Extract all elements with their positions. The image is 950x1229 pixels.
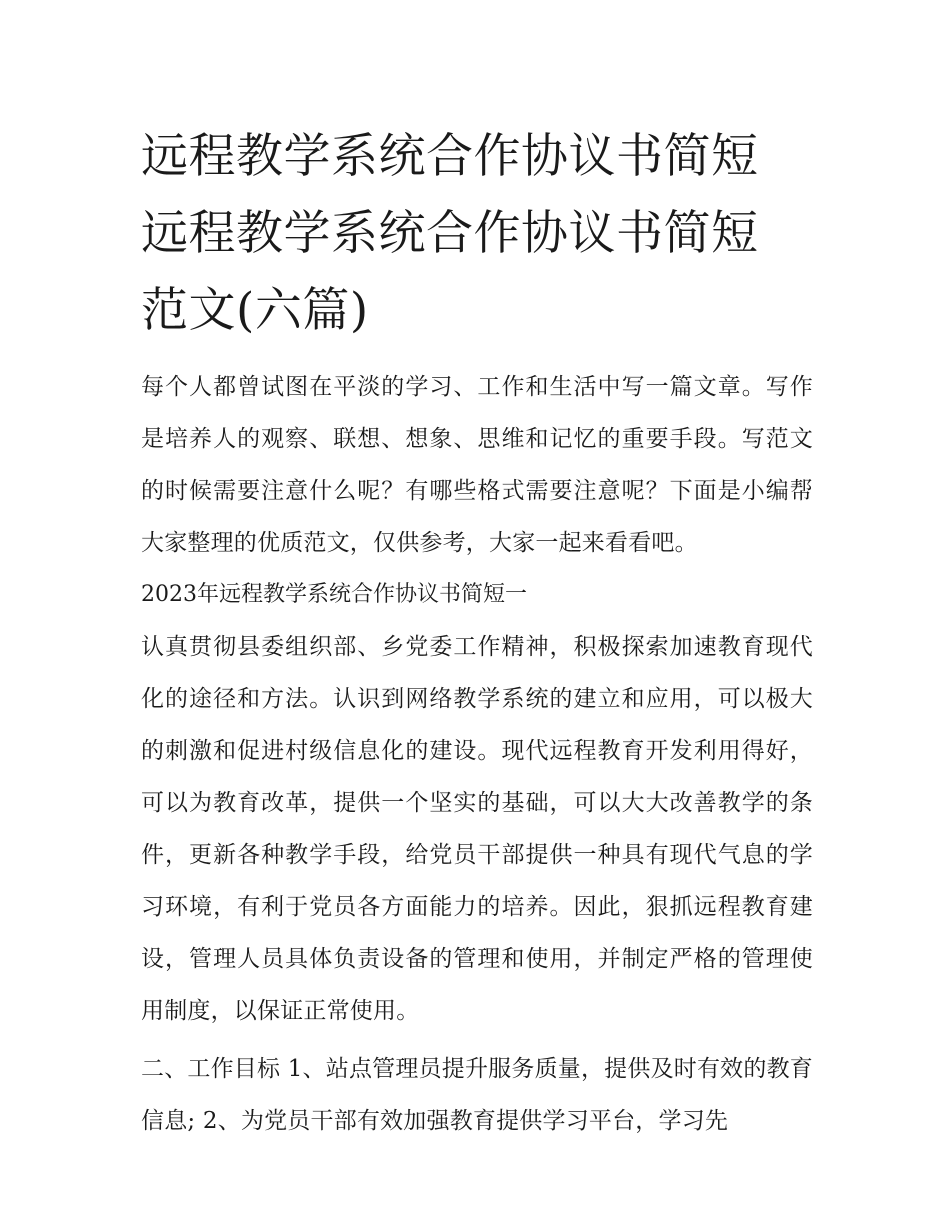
- title-line-1: 远程教学系统合作协议书简短: [141, 129, 759, 184]
- title-line-3: 范文(六篇): [141, 283, 369, 338]
- intro-paragraph: 每个人都曾试图在平淡的学习、工作和生活中写一篇文章。写作是培养人的观察、联想、想象、思维和记忆的重要手段。写范文的时候需要注意什么呢？有哪些格式需要注意呢？下面是小编帮大家整理的优质范文，仅供参考，大家一起来看看吧。: [141, 374, 813, 556]
- body-paragraph-1: 认真贯彻县委组织部、乡党委工作精神，积极探索加速教育现代化的途径和方法。认识到网络教学系统的建立和应用，可以极大的刺激和促进村级信息化的建设。现代远程教育开发利用得好，可以为教育改革，提供一个坚实的基础，可以大大改善教学的条件，更新各种教学手段，给党员干部提供一种具有现代气息的学习环境，有利于党员各方面能力的培养。因此，狠抓远程教育建设，管理人员具体负责设备的管理和使用，并制定严格的管理使用制度，以保证正常使用。: [141, 634, 813, 1024]
- body-paragraph-2: 二、工作目标 1、站点管理员提升服务质量，提供及时有效的教育信息; 2、为党员干部有效加强教育提供学习平台，学习先: [141, 1056, 813, 1134]
- document-page: [141, 118, 813, 1147]
- document-title: [141, 118, 813, 349]
- section-heading: 2023年远程教学系统合作协议书简短一: [141, 582, 527, 607]
- title-line-2: 远程教学系统合作协议书简短: [141, 206, 759, 261]
